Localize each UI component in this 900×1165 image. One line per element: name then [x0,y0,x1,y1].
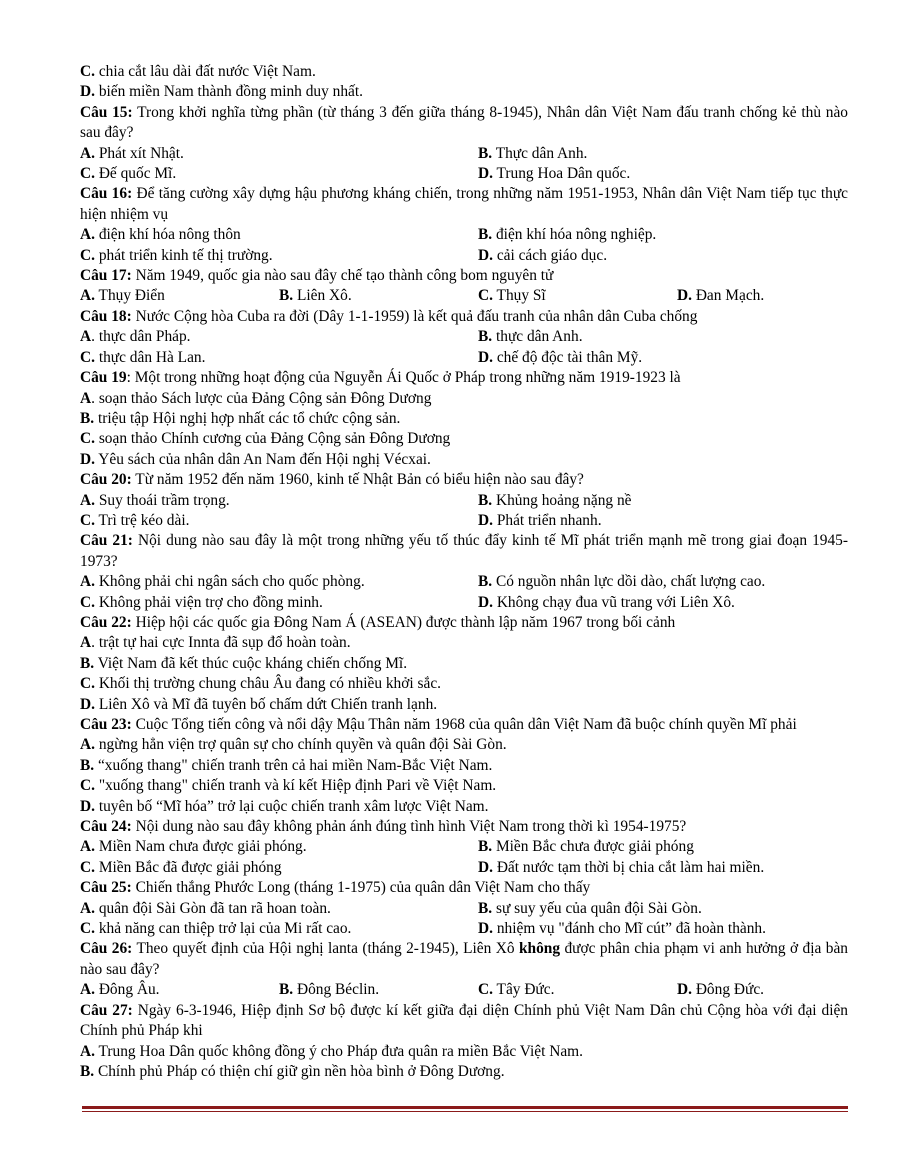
option-a [80,491,478,511]
option-a [80,980,279,1000]
option-d [677,980,876,1000]
option-text: Có nguồn nhân lực dồi dào, chất lượng cao. [492,573,766,591]
option-letter: C. [80,920,95,938]
question-17 [80,266,848,307]
option-text: cải cách giáo dục. [492,246,608,264]
option-text: Phát xít Nhật. [94,144,184,162]
option-text: Chính phủ Pháp có thiện chí giữ gìn nền hòa bình ở Đông Dương. [94,1062,505,1080]
question-stem [80,939,848,980]
question-text: Chiến thắng Phước Long (tháng 1-1975) của quân dân Việt Nam cho thấy [131,879,591,897]
emphasis-word: không [518,940,561,958]
question-25 [80,878,848,939]
option-letter: B. [80,654,95,672]
option-text: Đông Béclin. [293,981,380,999]
option-text: ngừng hẳn viện trợ quân sự cho chính quyền và quân đội Sài Gòn. [94,736,507,754]
option-a [80,735,848,755]
options-row [80,858,848,878]
option-d [80,82,848,102]
exam-page [80,62,848,1082]
question-label: Câu 24: [80,818,132,836]
option-letter: A. [80,226,95,244]
options-row [80,246,848,266]
option-letter: B. [279,287,294,305]
question-text: : Một trong những hoạt động của Nguyễn Ái Quốc ở Pháp trong những năm 1919-1923 là [126,369,681,387]
option-letter: A. [80,573,95,591]
option-b [80,409,848,429]
option-text: Miền Bắc đã được giải phóng [94,858,282,876]
question-stem [80,531,848,572]
option-text: thực dân Anh. [492,328,583,346]
option-letter: A [80,389,92,407]
question-stem [80,1001,848,1042]
option-c [80,246,478,266]
question-18 [80,307,848,368]
option-c [80,429,848,449]
question-21 [80,531,848,613]
question-stem [80,715,848,735]
option-text: Trung Hoa Dân quốc. [492,165,631,183]
option-text: Yêu sách của nhân dân An Nam đến Hội nghị Vécxai. [94,450,431,468]
option-text: điện khí hóa nông nghiệp. [492,226,657,244]
option-letter: A. [80,287,95,305]
question-stem [80,266,848,286]
option-d [677,286,876,306]
option-letter: D. [80,695,95,713]
option-letter: D. [80,83,95,101]
option-text: Việt Nam đã kết thúc cuộc kháng chiến chống Mĩ. [94,654,408,672]
question-16 [80,184,848,266]
options-row [80,837,848,857]
options-row [80,899,848,919]
question-23 [80,715,848,817]
option-text: khả năng can thiệp trở lại của Mi rất cao. [94,920,352,938]
question-stem [80,878,848,898]
option-text: Suy thoái trầm trọng. [94,491,230,509]
question-label: Câu 20: [80,471,132,489]
question-stem [80,103,848,144]
option-b [279,980,478,1000]
option-a [80,286,279,306]
option-b [478,491,876,511]
option-text: Thực dân Anh. [492,144,588,162]
question-text: Cuộc Tổng tiến công và nổi dậy Mậu Thân năm 1968 của quân dân Việt Nam đã buộc chính quyền Mĩ phải [131,716,797,733]
option-letter: C. [80,246,95,264]
option-d [478,919,876,939]
option-c [80,593,478,613]
option-text: biến miền Nam thành đồng minh duy nhất. [94,83,363,101]
question-text: Theo quyết định của Hội nghị lanta (tháng 2-1945), Liên Xô [132,940,519,958]
option-text: chia cắt lâu dài đất nước Việt Nam. [94,63,316,80]
option-a [80,327,478,347]
question-text: Năm 1949, quốc gia nào sau đây chế tạo thành công bom nguyên tử [131,267,554,285]
question-label: Câu 18: [80,307,132,325]
question-label: Câu 22: [80,613,132,631]
question-27 [80,1001,848,1083]
option-c [80,776,848,796]
option-d [80,695,848,715]
option-text: Khủng hoảng nặng nề [492,491,632,509]
options-row [80,919,848,939]
option-text: Tây Đức. [492,981,555,999]
options-row [80,593,848,613]
option-b [80,1062,848,1082]
option-text: Trung Hoa Dân quốc không đồng ý cho Pháp đưa quân ra miền Bắc Việt Nam. [94,1042,583,1060]
option-letter: D. [478,165,493,183]
option-text: “xuống thang" chiến tranh trên cả hai miền Nam-Bắc Việt Nam. [94,756,493,774]
question-label: Câu 23: [80,716,132,733]
option-text: Không phải chi ngân sách cho quốc phòng. [94,573,365,591]
option-c [80,919,478,939]
question-text: Hiệp hội các quốc gia Đông Nam Á (ASEAN) được thành lập năm 1967 trong bối cảnh [131,613,676,631]
option-letter: B. [478,226,493,244]
question-label: Câu 21: [80,532,133,550]
option-letter: A. [80,981,95,999]
option-a [80,837,478,857]
option-d [478,593,876,613]
option-c [478,286,677,306]
option-c [80,62,848,82]
option-text: Phát triển nhanh. [492,511,602,529]
question-label: Câu 27: [80,1001,133,1019]
option-b [478,225,876,245]
question-text: Nước Cộng hòa Cuba ra đời (Dây 1-1-1959) là kết quả đấu tranh của nhân dân Cuba chống [131,307,698,325]
question-24 [80,817,848,878]
question-20 [80,470,848,531]
option-letter: C. [80,511,95,529]
option-text: triệu tập Hội nghị hợp nhất các tổ chức cộng sản. [94,409,401,427]
options-row [80,327,848,347]
option-c [80,164,478,184]
options-row [80,225,848,245]
options-row [80,348,848,368]
option-text: Đông Đức. [691,981,764,999]
question-stem [80,368,848,388]
options-row [80,511,848,531]
option-text: Miền Nam chưa được giải phóng. [94,838,307,856]
option-letter: B. [478,328,493,346]
option-d [478,246,876,266]
option-letter: A. [80,736,95,754]
question-label: Câu 15: [80,103,133,121]
option-text: Liên Xô và Mĩ đã tuyên bố chấm dứt Chiến tranh lạnh. [94,695,438,713]
option-letter: B. [80,1062,95,1080]
option-a [80,1042,848,1062]
option-text: Không phải viện trợ cho đồng minh. [94,593,323,611]
options-row [80,286,848,306]
question-26 [80,939,848,1000]
option-c [478,980,677,1000]
question-stem [80,613,848,633]
question-text-after: được phân chia phạm vi anh hưởng ở địa bàn nào sau đây? [80,940,848,978]
question-label: Câu 26: [80,940,133,958]
option-letter: A. [80,491,95,509]
option-a [80,572,478,592]
option-letter: D. [478,920,493,938]
option-letter: C. [478,981,493,999]
option-letter: B. [478,491,493,509]
option-letter: D. [478,511,493,529]
option-letter: D. [478,858,493,876]
question-stem [80,184,848,225]
option-letter: A. [80,899,95,917]
option-letter: A [80,328,92,346]
option-letter: A [80,634,92,652]
question-15 [80,103,848,185]
option-text: Thụy Điển [94,287,165,305]
option-c [80,348,478,368]
option-letter: C. [80,593,95,611]
option-letter: C. [80,858,95,876]
option-b [279,286,478,306]
option-letter: C. [80,348,95,366]
option-b [478,327,876,347]
option-text: sự suy yếu của quân đội Sài Gòn. [492,899,702,917]
option-text: nhiệm vụ "đánh cho Mĩ cút” đã hoàn thành. [492,920,766,938]
option-d [478,348,876,368]
footer-rule-thin [82,1111,848,1112]
question-text: Để tăng cường xây dựng hậu phương kháng chiến, trong những năm 1951-1953, Nhân dân Việt Nam tiếp tục thực hiện nhiệm vụ [80,185,848,223]
option-c [80,511,478,531]
option-d [478,511,876,531]
option-text: Không chạy đua vũ trang với Liên Xô. [492,593,735,611]
option-text: soạn thảo Chính cương của Đảng Cộng sản Đông Dương [94,430,451,448]
option-letter: C. [80,675,95,693]
option-text: Đế quốc Mĩ. [94,165,177,183]
question-text: Nội dung nào sau đây không phản ánh đúng tình hình Việt Nam trong thời kì 1954-1975? [131,818,687,836]
question-19 [80,368,848,470]
options-row [80,144,848,164]
question-text: Trong khởi nghĩa từng phần (từ tháng 3 đến giữa tháng 8-1945), Nhân dân Việt Nam đấu tranh chống kẻ thù nào sau đây? [80,103,848,142]
option-letter: D. [478,246,493,264]
option-text: Liên Xô. [293,287,352,305]
footer-rule-thick [82,1106,848,1109]
option-text: Miền Bắc chưa được giải phóng [492,838,694,856]
option-text: quân đội Sài Gòn đã tan rã hoan toàn. [94,899,331,917]
option-a [80,389,848,409]
option-letter: B. [478,573,493,591]
question-stem [80,817,848,837]
option-letter: C. [80,63,95,80]
option-letter: C. [80,430,95,448]
option-d [478,164,876,184]
option-text: Đan Mạch. [691,287,765,305]
option-text: tuyên bố “Mĩ hóa” trở lại cuộc chiến tranh xâm lược Việt Nam. [94,797,489,815]
option-text: Trì trệ kéo dài. [94,511,190,529]
option-letter: D. [478,593,493,611]
option-a [80,225,478,245]
option-letter: C. [80,777,95,795]
option-a [80,633,848,653]
option-letter: C. [80,165,95,183]
option-d [80,450,848,470]
option-b [478,144,876,164]
options-row [80,980,848,1000]
option-letter: C. [478,287,493,305]
option-text: phát triển kinh tế thị trường. [94,246,273,264]
option-letter: A. [80,838,95,856]
question-stem [80,470,848,490]
option-a [80,144,478,164]
option-c [80,858,478,878]
option-letter: B. [80,409,95,427]
option-b [80,654,848,674]
option-letter: D. [677,287,692,305]
option-letter: D. [80,450,95,468]
option-a [80,899,478,919]
option-text: Thụy Sĩ [492,287,546,305]
option-text: . thực dân Pháp. [91,328,191,346]
question-text: Từ năm 1952 đến năm 1960, kinh tế Nhật Bản có biểu hiện nào sau đây? [131,471,584,489]
option-letter: B. [80,756,95,774]
question-label: Câu 19 [80,369,127,387]
question-label: Câu 17: [80,267,132,285]
question-22 [80,613,848,715]
option-letter: D. [677,981,692,999]
question-stem [80,307,848,327]
option-letter: A. [80,1042,95,1060]
option-text: Đông Âu. [94,981,160,999]
options-row [80,164,848,184]
option-letter: D. [478,348,493,366]
option-b [478,899,876,919]
option-letter: B. [478,144,493,162]
option-d [80,797,848,817]
option-c [80,674,848,694]
options-row [80,491,848,511]
options-row [80,572,848,592]
question-label: Câu 25: [80,879,132,897]
question-text: Ngày 6-3-1946, Hiệp định Sơ bộ được kí kết giữa đại diện Chính phủ Việt Nam Dân chủ Cộng hòa với đại diện Chính phủ Pháp khi [80,1001,849,1040]
option-text: thực dân Hà Lan. [94,348,206,366]
question-label: Câu 16: [80,185,133,203]
prev-question-options [80,62,848,103]
option-letter: D. [80,797,95,815]
option-letter: A. [80,144,95,162]
option-b [478,572,876,592]
option-text: Đất nước tạm thời bị chia cắt làm hai miền. [492,858,765,876]
option-letter: B. [478,899,493,917]
option-b [80,756,848,776]
option-text: . soạn thảo Sách lược của Đảng Cộng sản Đông Dương [91,389,432,407]
option-letter: B. [279,981,294,999]
option-text: chế độ độc tài thân Mỹ. [492,348,643,366]
question-text: Nội dung nào sau đây là một trong những yếu tố thúc đẩy kinh tế Mĩ phát triển mạnh mẽ trong giai đoạn 1945-1973? [80,532,848,570]
option-letter: B. [478,838,493,856]
option-d [478,858,876,878]
option-text: điện khí hóa nông thôn [94,226,241,244]
option-text: Khối thị trường chung châu Âu đang có nhiều khởi sắc. [94,675,442,693]
option-text: . trật tự hai cực Innta đã sụp đổ hoàn toàn. [91,634,351,652]
option-b [478,837,876,857]
option-text: "xuống thang" chiến tranh và kí kết Hiệp định Pari về Việt Nam. [94,777,497,795]
